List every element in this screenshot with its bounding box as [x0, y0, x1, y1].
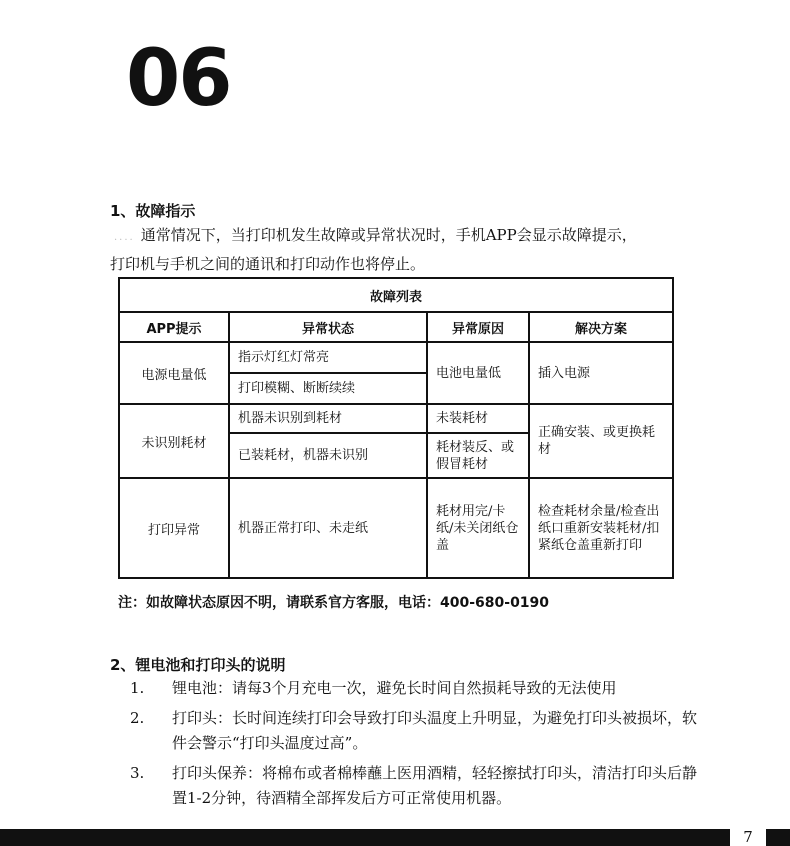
header-abnormal-cause: 异常原因 — [427, 312, 529, 342]
state-no-paper-feed: 机器正常打印、未走纸 — [229, 478, 427, 578]
prompt-print-error: 打印异常 — [119, 478, 229, 578]
prompt-low-power: 电源电量低 — [119, 342, 229, 404]
list-item — [130, 706, 705, 756]
state-installed-not-recognized: 已装耗材，机器未识别 — [229, 433, 427, 478]
section1-paragraph — [110, 222, 700, 278]
list-item — [130, 761, 705, 811]
paragraph-line-1 — [110, 222, 700, 251]
list-item-text: 打印头：长时间连续打印会导致打印头温度上升明显，为避免打印头被损坏，软件会警示“打印头温度过高”。 — [172, 709, 698, 752]
section2-title: 2、锂电池和打印头的说明 — [110, 656, 286, 674]
prompt-unrecognized-media: 未识别耗材 — [119, 404, 229, 478]
solution-check-media: 检查耗材余量/检查出纸口重新安装耗材/扣紧纸仓盖重新打印 — [529, 478, 673, 578]
list-item-text: 锂电池：请每3个月充电一次，避免长时间自然损耗导致的无法使用 — [172, 679, 617, 697]
header-solution: 解决方案 — [529, 312, 673, 342]
support-note: 注：如故障状态原因不明，请联系官方客服，电话：400-680-0190 — [118, 595, 550, 611]
indent-dots: .... — [114, 232, 135, 243]
list-item-number: 3. — [130, 764, 145, 782]
list-item-number: 1. — [130, 679, 145, 697]
paragraph-line-1-text: 通常情况下，当打印机发生故障或异常状况时，手机APP会显示故障提示， — [140, 226, 637, 244]
state-red-light: 指示灯红灯常亮 — [229, 342, 427, 373]
cause-media-empty: 耗材用完/卡纸/未关闭纸仓盖 — [427, 478, 529, 578]
table-caption: 故障列表 — [119, 278, 673, 312]
cause-reversed-or-fake: 耗材装反、或假冒耗材 — [427, 433, 529, 478]
page-number: 7 — [730, 829, 766, 846]
table-row — [119, 404, 673, 433]
cause-no-media: 未装耗材 — [427, 404, 529, 433]
paragraph-line-2: 打印机与手机之间的通讯和打印动作也将停止。 — [110, 255, 426, 273]
list-item-text: 打印头保养：将棉布或者棉棒蘸上医用酒精，轻轻擦拭打印头，清洁打印头后静置1-2分钟，待酒精全部挥发后方可正常使用机器。 — [172, 764, 698, 807]
chapter-number: 06 — [126, 34, 231, 124]
table-row — [119, 478, 673, 578]
footer-bar-end — [766, 829, 790, 846]
footer-bar — [0, 829, 730, 846]
fault-table — [118, 277, 674, 579]
list-item — [130, 676, 705, 701]
instruction-list — [130, 676, 705, 816]
header-app-prompt: APP提示 — [119, 312, 229, 342]
state-blurry-print: 打印模糊、断断续续 — [229, 373, 427, 404]
header-abnormal-state: 异常状态 — [229, 312, 427, 342]
section1-title: 1、故障指示 — [110, 202, 196, 220]
table-row — [119, 342, 673, 373]
list-item-number: 2. — [130, 709, 145, 727]
solution-reinstall: 正确安装、或更换耗材 — [529, 404, 673, 478]
state-media-not-detected: 机器未识别到耗材 — [229, 404, 427, 433]
solution-plug-in: 插入电源 — [529, 342, 673, 404]
cause-low-battery: 电池电量低 — [427, 342, 529, 404]
